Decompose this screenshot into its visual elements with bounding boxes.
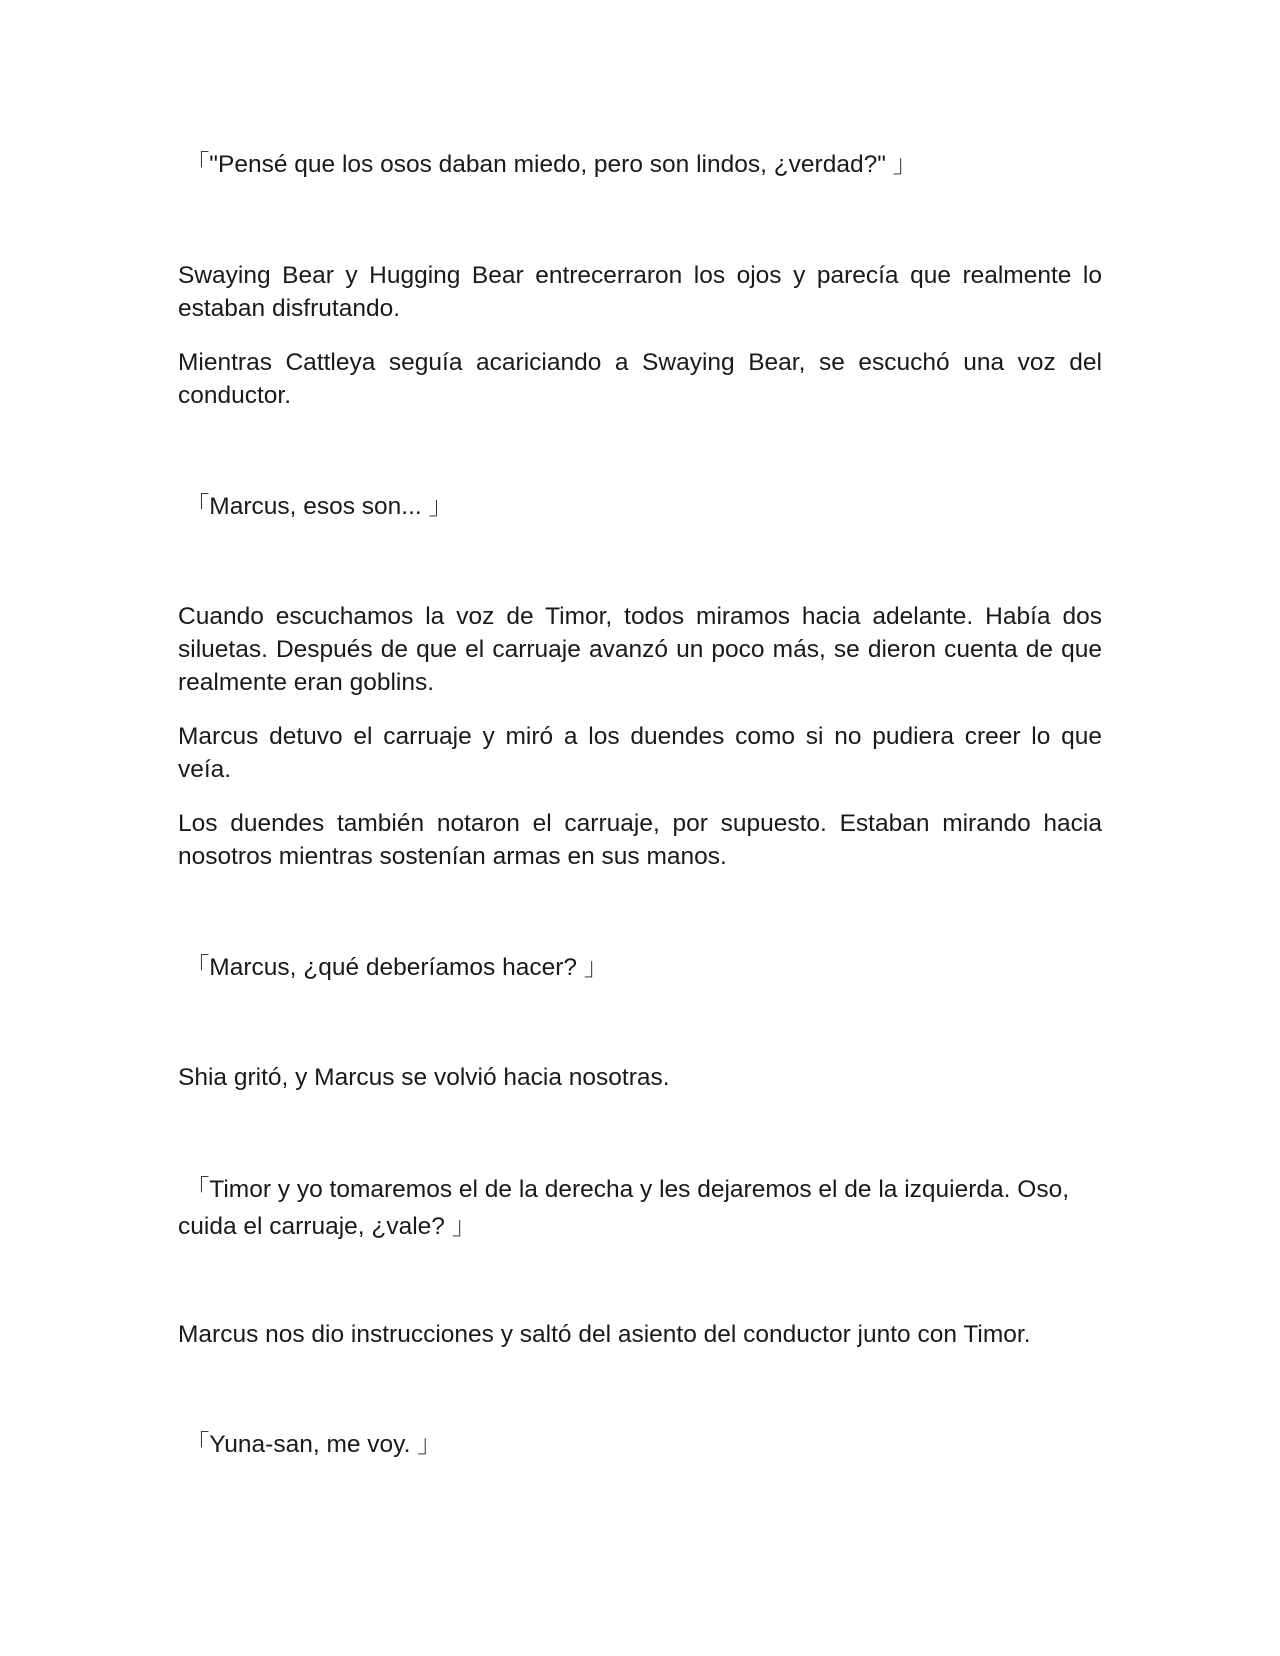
- paragraph: Shia gritó, y Marcus se volvió hacia nosotras.: [178, 1064, 670, 1091]
- dialogue-line: 「"Pensé que los osos daban miedo, pero son lindos, ¿verdad?" 」: [178, 151, 918, 178]
- paragraph: Marcus nos dio instrucciones y saltó del asiento del conductor junto con Timor.: [178, 1321, 1031, 1348]
- dialogue-line: 「Yuna-san, me voy. 」: [178, 1431, 442, 1458]
- paragraph: Los duendes también notaron el carruaje, por supuesto. Estaban mirando hacia nosotros mientras sostenían armas en sus manos.: [178, 810, 1102, 870]
- paragraph: Swaying Bear y Hugging Bear entrecerraron los ojos y parecía que realmente lo estaban disfrutando.: [178, 262, 1102, 322]
- dialogue-line: 「Marcus, esos son... 」: [178, 493, 454, 520]
- paragraph: Marcus detuvo el carruaje y miró a los duendes como si no pudiera creer lo que veía.: [178, 723, 1102, 783]
- paragraph: Mientras Cattleya seguía acariciando a Swaying Bear, se escuchó una voz del conductor.: [178, 349, 1102, 409]
- paragraph: Cuando escuchamos la voz de Timor, todos miramos hacia adelante. Había dos siluetas. Después de que el carruaje avanzó un poco más, se dieron cuenta de que realmente eran goblins.: [178, 603, 1102, 696]
- dialogue-line: 「Timor y yo tomaremos el de la derecha y les dejaremos el de la izquierda. Oso, cuida el carruaje, ¿vale? 」: [178, 1176, 1076, 1240]
- dialogue-line: 「Marcus, ¿qué deberíamos hacer? 」: [178, 954, 609, 981]
